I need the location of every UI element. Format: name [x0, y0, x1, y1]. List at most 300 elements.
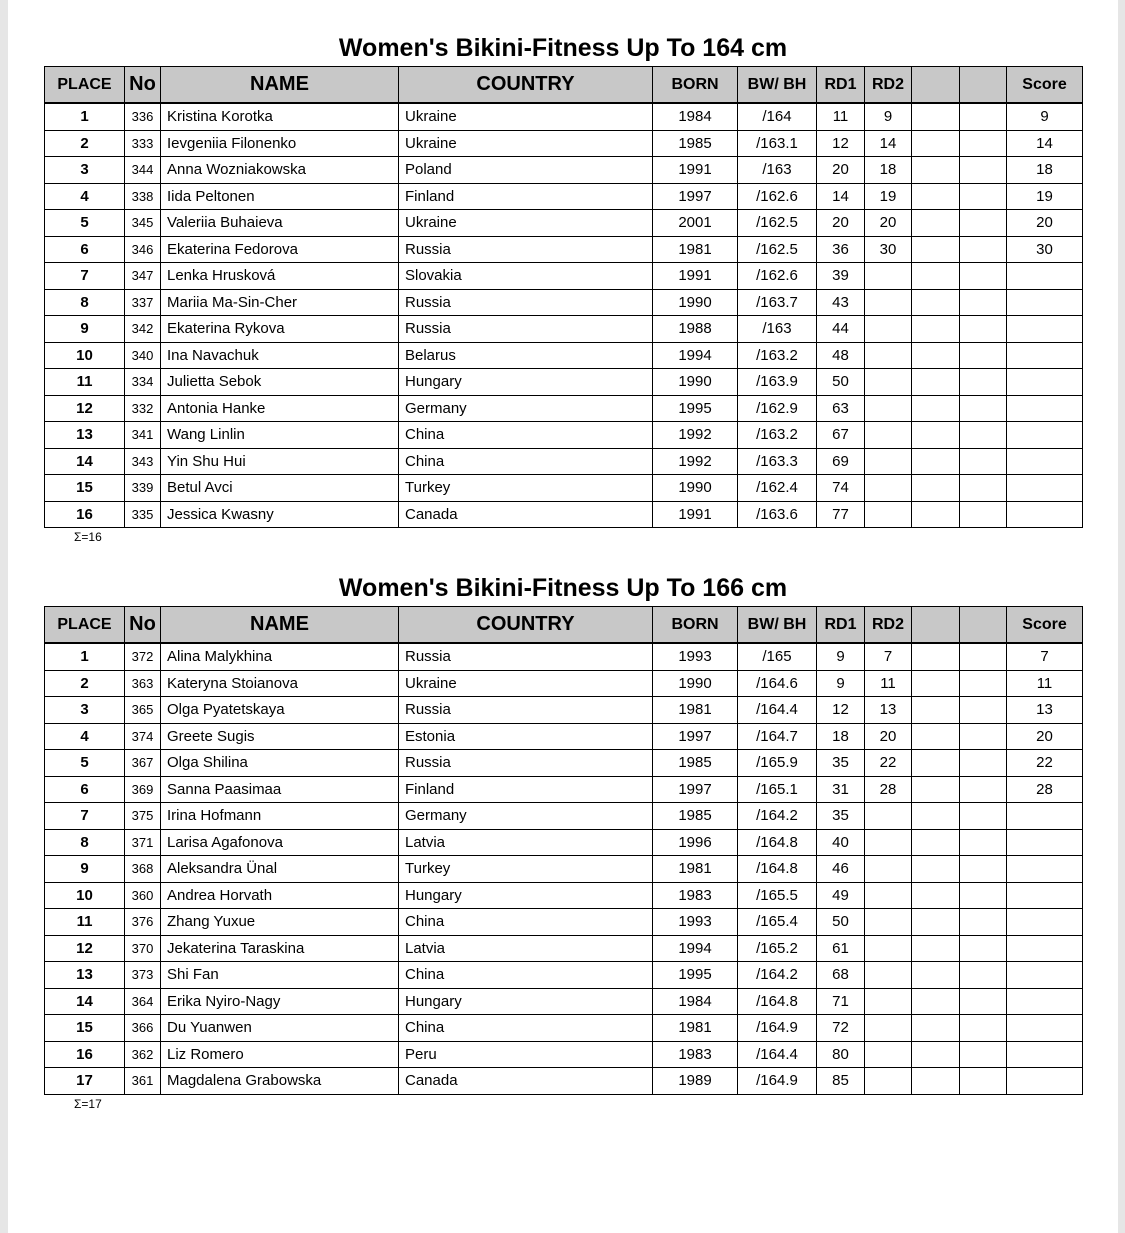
cell-born: 1993 [653, 643, 738, 670]
cell-no: 337 [125, 289, 161, 316]
cell-empty [960, 723, 1007, 750]
cell-country: Belarus [399, 342, 653, 369]
table-row [45, 643, 1083, 670]
cell-rd1: 46 [817, 856, 865, 883]
cell-name: Sanna Paasimaa [161, 776, 399, 803]
results-section-166 [44, 570, 1082, 1113]
cell-no: 332 [125, 395, 161, 422]
cell-bw-bh: /164 [738, 103, 817, 130]
cell-country: Hungary [399, 882, 653, 909]
cell-no: 369 [125, 776, 161, 803]
cell-place: 6 [45, 236, 125, 263]
cell-name: Jekaterina Taraskina [161, 935, 399, 962]
cell-place: 14 [45, 988, 125, 1015]
cell-no: 360 [125, 882, 161, 909]
cell-empty [960, 263, 1007, 290]
cell-place: 10 [45, 882, 125, 909]
cell-place: 1 [45, 643, 125, 670]
table-row [45, 342, 1083, 369]
competitor-count: Σ=16 [74, 530, 102, 544]
cell-rd1: 11 [817, 103, 865, 130]
col-name-header: NAME [161, 607, 399, 644]
cell-name: Jessica Kwasny [161, 501, 399, 528]
cell-no: 366 [125, 1015, 161, 1042]
table-row [45, 962, 1083, 989]
cell-born: 1991 [653, 501, 738, 528]
cell-born: 1990 [653, 289, 738, 316]
cell-empty [912, 1015, 960, 1042]
table-row [45, 829, 1083, 856]
cell-country: China [399, 909, 653, 936]
cell-rd2 [865, 316, 912, 343]
cell-rd2 [865, 856, 912, 883]
cell-rd2 [865, 909, 912, 936]
cell-name: Larisa Agafonova [161, 829, 399, 856]
cell-place: 11 [45, 369, 125, 396]
cell-empty [960, 829, 1007, 856]
cell-no: 361 [125, 1068, 161, 1095]
cell-rd1: 80 [817, 1041, 865, 1068]
cell-name: Julietta Sebok [161, 369, 399, 396]
cell-empty [960, 750, 1007, 777]
results-table [44, 606, 1083, 1095]
cell-no: 367 [125, 750, 161, 777]
cell-bw-bh: /164.2 [738, 803, 817, 830]
cell-country: Germany [399, 395, 653, 422]
cell-bw-bh: /162.5 [738, 210, 817, 237]
cell-born: 1995 [653, 962, 738, 989]
cell-rd1: 20 [817, 157, 865, 184]
cell-score [1007, 395, 1083, 422]
col-empty-header [960, 67, 1007, 104]
cell-rd1: 18 [817, 723, 865, 750]
cell-no: 375 [125, 803, 161, 830]
cell-place: 8 [45, 289, 125, 316]
cell-born: 1990 [653, 369, 738, 396]
table-row [45, 803, 1083, 830]
cell-bw-bh: /164.8 [738, 829, 817, 856]
cell-born: 1997 [653, 723, 738, 750]
cell-name: Valeriia Buhaieva [161, 210, 399, 237]
cell-rd1: 50 [817, 909, 865, 936]
cell-country: China [399, 422, 653, 449]
cell-rd1: 20 [817, 210, 865, 237]
cell-country: Poland [399, 157, 653, 184]
cell-rd1: 35 [817, 803, 865, 830]
cell-name: Ina Navachuk [161, 342, 399, 369]
cell-born: 1995 [653, 395, 738, 422]
cell-empty [960, 988, 1007, 1015]
cell-name: Kristina Korotka [161, 103, 399, 130]
col-score-header: Score [1007, 607, 1083, 644]
cell-name: Erika Nyiro-Nagy [161, 988, 399, 1015]
cell-no: 364 [125, 988, 161, 1015]
table-title: Women's Bikini-Fitness Up To 166 cm [338, 574, 788, 602]
cell-place: 15 [45, 1015, 125, 1042]
col-empty-header [912, 67, 960, 104]
cell-bw-bh: /165.9 [738, 750, 817, 777]
cell-empty [960, 697, 1007, 724]
cell-bw-bh: /163.6 [738, 501, 817, 528]
cell-name: Ekaterina Rykova [161, 316, 399, 343]
cell-no: 374 [125, 723, 161, 750]
cell-empty [912, 750, 960, 777]
cell-place: 3 [45, 697, 125, 724]
cell-empty [912, 103, 960, 130]
cell-country: Turkey [399, 475, 653, 502]
cell-born: 1985 [653, 750, 738, 777]
cell-empty [912, 988, 960, 1015]
table-row [45, 236, 1083, 263]
cell-place: 7 [45, 263, 125, 290]
cell-bw-bh: /162.4 [738, 475, 817, 502]
cell-empty [960, 909, 1007, 936]
cell-name: Irina Hofmann [161, 803, 399, 830]
cell-country: Russia [399, 289, 653, 316]
cell-score [1007, 289, 1083, 316]
cell-empty [960, 882, 1007, 909]
cell-bw-bh: /164.9 [738, 1068, 817, 1095]
col-born-header: BORN [653, 607, 738, 644]
cell-rd2: 7 [865, 643, 912, 670]
cell-empty [912, 130, 960, 157]
cell-place: 13 [45, 422, 125, 449]
cell-score [1007, 501, 1083, 528]
cell-country: Ukraine [399, 670, 653, 697]
col-bwbh-header: BW/ BH [738, 67, 817, 104]
cell-empty [960, 803, 1007, 830]
cell-empty [960, 130, 1007, 157]
cell-no: 372 [125, 643, 161, 670]
cell-empty [960, 236, 1007, 263]
cell-no: 333 [125, 130, 161, 157]
cell-born: 1990 [653, 670, 738, 697]
cell-bw-bh: /163.3 [738, 448, 817, 475]
cell-empty [960, 289, 1007, 316]
cell-empty [960, 369, 1007, 396]
cell-empty [960, 962, 1007, 989]
cell-score [1007, 856, 1083, 883]
cell-place: 17 [45, 1068, 125, 1095]
cell-name: Shi Fan [161, 962, 399, 989]
cell-rd2 [865, 829, 912, 856]
cell-no: 340 [125, 342, 161, 369]
cell-empty [912, 289, 960, 316]
cell-name: Du Yuanwen [161, 1015, 399, 1042]
table-row [45, 750, 1083, 777]
cell-rd2: 11 [865, 670, 912, 697]
cell-bw-bh: /162.6 [738, 263, 817, 290]
col-empty-header [960, 607, 1007, 644]
cell-country: Hungary [399, 369, 653, 396]
cell-empty [960, 342, 1007, 369]
table-row [45, 935, 1083, 962]
cell-no: 339 [125, 475, 161, 502]
table-row [45, 856, 1083, 883]
cell-born: 1983 [653, 882, 738, 909]
col-score-header: Score [1007, 67, 1083, 104]
cell-country: Russia [399, 697, 653, 724]
cell-born: 1989 [653, 1068, 738, 1095]
cell-born: 1991 [653, 157, 738, 184]
cell-empty [960, 157, 1007, 184]
cell-rd1: 67 [817, 422, 865, 449]
table-row [45, 316, 1083, 343]
cell-empty [960, 776, 1007, 803]
cell-rd2 [865, 882, 912, 909]
cell-score [1007, 342, 1083, 369]
cell-born: 1992 [653, 448, 738, 475]
table-row [45, 882, 1083, 909]
col-no-header: No [125, 67, 161, 104]
cell-name: Kateryna Stoianova [161, 670, 399, 697]
table-row [45, 289, 1083, 316]
cell-score [1007, 1015, 1083, 1042]
cell-score: 11 [1007, 670, 1083, 697]
cell-rd1: 44 [817, 316, 865, 343]
cell-score [1007, 263, 1083, 290]
cell-bw-bh: /163.2 [738, 342, 817, 369]
cell-bw-bh: /163.1 [738, 130, 817, 157]
cell-rd2: 22 [865, 750, 912, 777]
cell-empty [912, 263, 960, 290]
table-row [45, 670, 1083, 697]
cell-score [1007, 882, 1083, 909]
cell-bw-bh: /163.9 [738, 369, 817, 396]
cell-bw-bh: /163.7 [738, 289, 817, 316]
cell-name: Magdalena Grabowska [161, 1068, 399, 1095]
cell-rd2: 28 [865, 776, 912, 803]
cell-empty [912, 157, 960, 184]
cell-born: 1983 [653, 1041, 738, 1068]
cell-bw-bh: /165 [738, 643, 817, 670]
cell-country: Ukraine [399, 210, 653, 237]
cell-empty [960, 395, 1007, 422]
cell-country: Russia [399, 236, 653, 263]
cell-rd2 [865, 263, 912, 290]
cell-empty [960, 103, 1007, 130]
cell-empty [912, 670, 960, 697]
cell-empty [912, 776, 960, 803]
table-row [45, 210, 1083, 237]
cell-score [1007, 316, 1083, 343]
cell-empty [960, 1041, 1007, 1068]
table-row [45, 723, 1083, 750]
cell-country: Ukraine [399, 103, 653, 130]
cell-score [1007, 1068, 1083, 1095]
cell-country: Slovakia [399, 263, 653, 290]
table-row [45, 157, 1083, 184]
col-name-header: NAME [161, 67, 399, 104]
cell-bw-bh: /165.1 [738, 776, 817, 803]
cell-score: 13 [1007, 697, 1083, 724]
col-place-header: PLACE [45, 607, 125, 644]
cell-no: 343 [125, 448, 161, 475]
cell-empty [960, 1068, 1007, 1095]
cell-score [1007, 448, 1083, 475]
col-rd1-header: RD1 [817, 607, 865, 644]
cell-name: Wang Linlin [161, 422, 399, 449]
cell-rd1: 9 [817, 643, 865, 670]
cell-born: 1981 [653, 1015, 738, 1042]
cell-empty [912, 882, 960, 909]
competitor-count: Σ=17 [74, 1096, 102, 1111]
cell-empty [912, 829, 960, 856]
cell-no: 335 [125, 501, 161, 528]
cell-rd2: 19 [865, 183, 912, 210]
cell-rd2: 20 [865, 723, 912, 750]
cell-bw-bh: /164.8 [738, 988, 817, 1015]
cell-score: 20 [1007, 210, 1083, 237]
cell-place: 4 [45, 183, 125, 210]
cell-score [1007, 935, 1083, 962]
table-row [45, 448, 1083, 475]
cell-place: 5 [45, 210, 125, 237]
cell-bw-bh: /165.4 [738, 909, 817, 936]
cell-place: 12 [45, 935, 125, 962]
header-row [45, 67, 1083, 104]
cell-born: 1984 [653, 103, 738, 130]
cell-born: 1988 [653, 316, 738, 343]
cell-rd2: 13 [865, 697, 912, 724]
cell-no: 334 [125, 369, 161, 396]
cell-bw-bh: /164.9 [738, 1015, 817, 1042]
cell-bw-bh: /164.4 [738, 697, 817, 724]
cell-rd2: 9 [865, 103, 912, 130]
table-row [45, 1041, 1083, 1068]
cell-empty [912, 697, 960, 724]
cell-rd1: 50 [817, 369, 865, 396]
cell-no: 338 [125, 183, 161, 210]
cell-empty [912, 395, 960, 422]
col-country-header: COUNTRY [399, 607, 653, 644]
cell-place: 4 [45, 723, 125, 750]
cell-rd1: 14 [817, 183, 865, 210]
cell-rd2 [865, 1015, 912, 1042]
cell-name: Andrea Horvath [161, 882, 399, 909]
cell-rd2 [865, 422, 912, 449]
cell-rd1: 72 [817, 1015, 865, 1042]
cell-score: 7 [1007, 643, 1083, 670]
table-row [45, 422, 1083, 449]
cell-empty [960, 501, 1007, 528]
cell-score: 19 [1007, 183, 1083, 210]
cell-name: Olga Shilina [161, 750, 399, 777]
cell-place: 15 [45, 475, 125, 502]
table-row [45, 1015, 1083, 1042]
cell-rd1: 43 [817, 289, 865, 316]
cell-rd2 [865, 501, 912, 528]
cell-country: Canada [399, 1068, 653, 1095]
cell-bw-bh: /163.2 [738, 422, 817, 449]
cell-place: 12 [45, 395, 125, 422]
col-empty-header [912, 607, 960, 644]
cell-no: 344 [125, 157, 161, 184]
cell-bw-bh: /164.7 [738, 723, 817, 750]
cell-empty [912, 643, 960, 670]
cell-country: Turkey [399, 856, 653, 883]
cell-born: 1994 [653, 935, 738, 962]
cell-empty [912, 369, 960, 396]
table-row [45, 183, 1083, 210]
cell-born: 1992 [653, 422, 738, 449]
cell-score [1007, 422, 1083, 449]
cell-bw-bh: /164.4 [738, 1041, 817, 1068]
cell-country: China [399, 1015, 653, 1042]
results-section-164 [44, 30, 1082, 546]
cell-born: 1996 [653, 829, 738, 856]
table-row [45, 1068, 1083, 1095]
table-row [45, 475, 1083, 502]
cell-born: 1981 [653, 236, 738, 263]
col-rd2-header: RD2 [865, 67, 912, 104]
cell-place: 3 [45, 157, 125, 184]
cell-rd1: 39 [817, 263, 865, 290]
cell-rd1: 35 [817, 750, 865, 777]
cell-empty [912, 909, 960, 936]
cell-rd1: 61 [817, 935, 865, 962]
cell-bw-bh: /163 [738, 157, 817, 184]
cell-empty [960, 316, 1007, 343]
cell-no: 347 [125, 263, 161, 290]
cell-country: Finland [399, 183, 653, 210]
cell-empty [912, 183, 960, 210]
table-row [45, 909, 1083, 936]
cell-rd1: 71 [817, 988, 865, 1015]
cell-rd2 [865, 369, 912, 396]
cell-rd2 [865, 1041, 912, 1068]
cell-no: 363 [125, 670, 161, 697]
cell-country: Latvia [399, 829, 653, 856]
cell-rd2 [865, 988, 912, 1015]
cell-no: 365 [125, 697, 161, 724]
cell-country: China [399, 962, 653, 989]
cell-place: 9 [45, 856, 125, 883]
cell-name: Yin Shu Hui [161, 448, 399, 475]
cell-rd2 [865, 289, 912, 316]
cell-born: 1991 [653, 263, 738, 290]
cell-empty [912, 475, 960, 502]
cell-no: 341 [125, 422, 161, 449]
col-rd1-header: RD1 [817, 67, 865, 104]
cell-empty [960, 935, 1007, 962]
cell-born: 1985 [653, 130, 738, 157]
table-row [45, 130, 1083, 157]
cell-place: 8 [45, 829, 125, 856]
cell-name: Mariia Ma-Sin-Cher [161, 289, 399, 316]
table-row [45, 369, 1083, 396]
cell-name: Anna Wozniakowska [161, 157, 399, 184]
cell-no: 376 [125, 909, 161, 936]
cell-country: Ukraine [399, 130, 653, 157]
cell-place: 2 [45, 130, 125, 157]
cell-born: 1997 [653, 183, 738, 210]
cell-score [1007, 475, 1083, 502]
cell-country: Russia [399, 643, 653, 670]
cell-name: Olga Pyatetskaya [161, 697, 399, 724]
cell-score [1007, 829, 1083, 856]
cell-name: Aleksandra Ünal [161, 856, 399, 883]
cell-bw-bh: /162.5 [738, 236, 817, 263]
cell-empty [912, 448, 960, 475]
table-title: Women's Bikini-Fitness Up To 164 cm [338, 34, 788, 62]
table-row [45, 263, 1083, 290]
cell-empty [912, 1041, 960, 1068]
cell-place: 7 [45, 803, 125, 830]
cell-empty [960, 448, 1007, 475]
cell-country: Russia [399, 316, 653, 343]
cell-empty [912, 316, 960, 343]
